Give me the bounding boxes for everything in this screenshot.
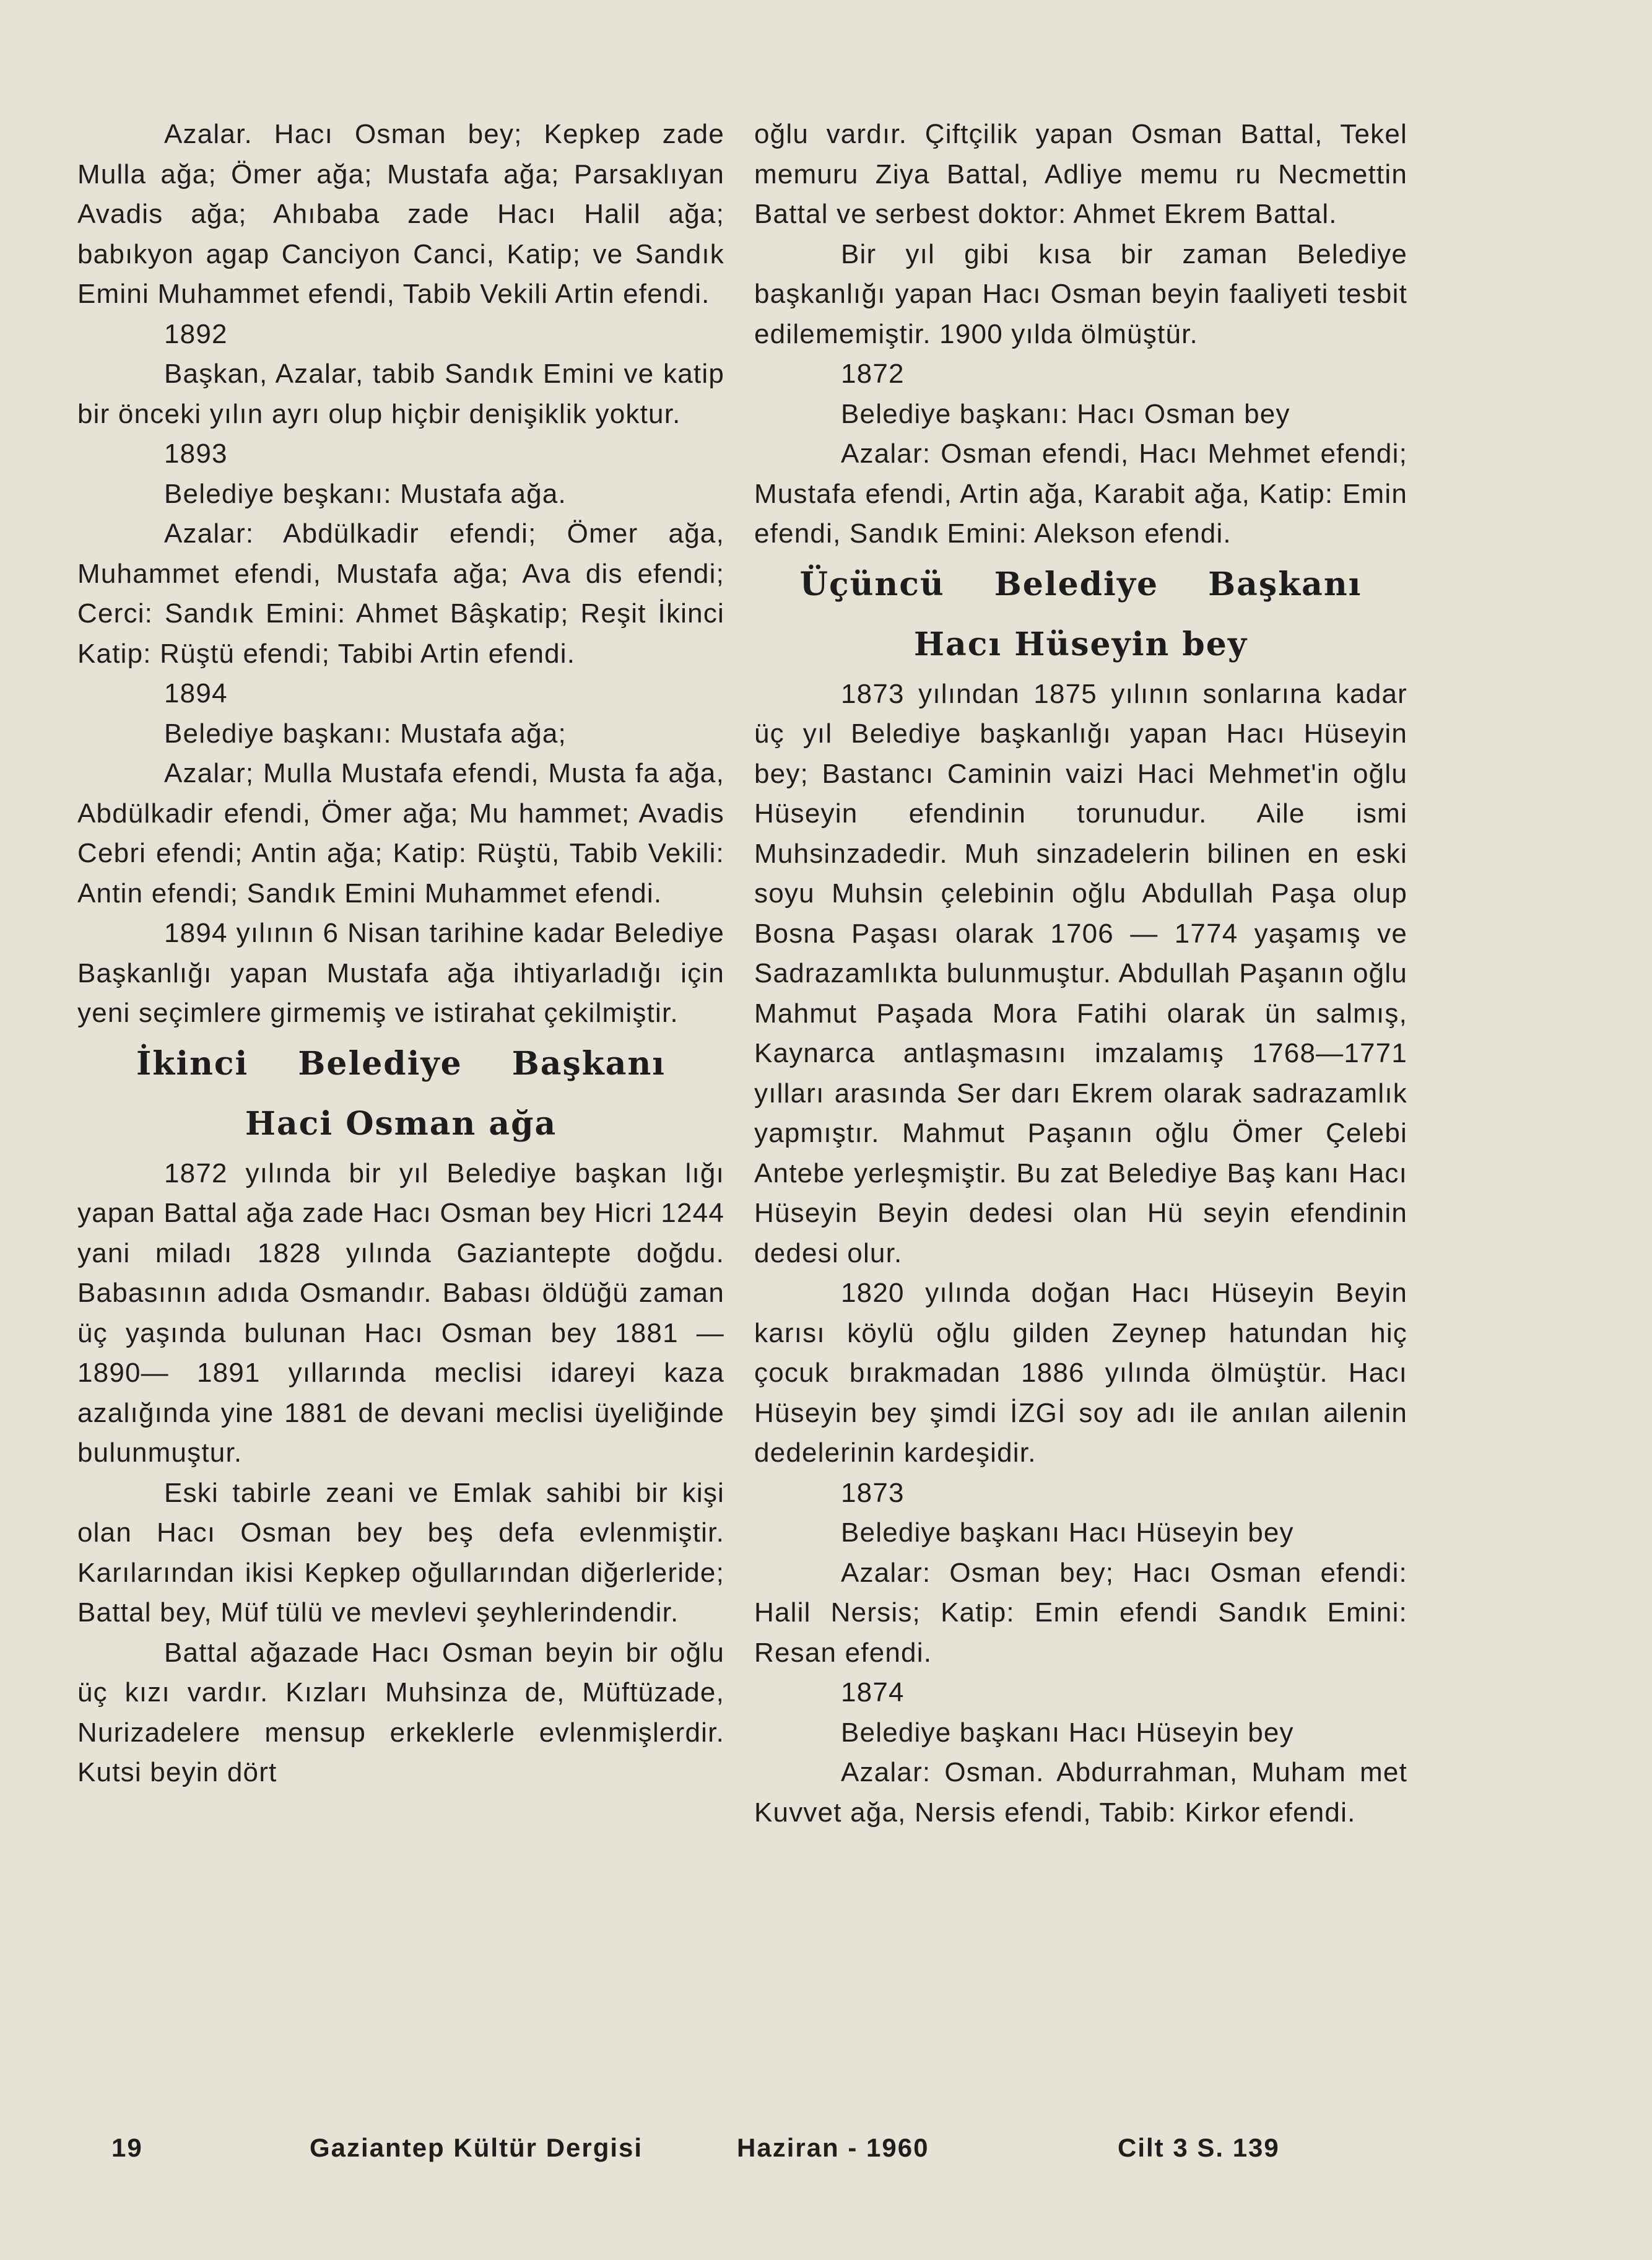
mayor-1874-line: Belediye başkanı Hacı Hüseyin bey — [841, 1717, 1294, 1748]
council-1892-paragraph: Başkan, Azalar, tabib Sandık Emini ve katip bir önceki yılın ayrı olup hiçbir denişiklik yoktur. — [77, 359, 724, 429]
year-1892: 1892 — [164, 318, 228, 349]
retirement-paragraph: 1894 yılının 6 Nisan tarihine kadar Belediye Başkanlığı yapan Mustafa ağa ihtiyarladığı için yeni seçimlere girmemiş ve istirahat çekilmiştir. — [77, 918, 724, 1028]
third-mayor-name-heading: Hacı Hüseyin bey — [913, 625, 1248, 663]
page-number: 19 — [111, 2133, 143, 2162]
members-1894-paragraph: Azalar; Mulla Mustafa efendi, Musta fa ağa, Abdülkadir efendi, Ömer ağa; Mu hammet; Avadis Cebri efendi; Antin ağa; Katip: Rüştü, Tabib Vekili: Antin efendi; Sandık Emini Muhammet efendi. — [77, 758, 724, 909]
members-1872-paragraph: Azalar: Osman efendi, Hacı Mehmet efendi; Mustafa efendi, Artin ağa, Karabit ağa, Katip: Emin efendi, Sandık Emini: Alekson efendi. — [754, 438, 1407, 549]
mayor-1872-line: Belediye başkanı: Hacı Osman bey — [841, 398, 1290, 429]
osman-marriages-paragraph: Eski tabirle zeani ve Emlak sahibi bir kişi olan Hacı Osman bey beş defa evlenmiştir. Karılarından ikisi Kepkep oğullarından diğerleride; Battal bey, Müf tülü ve mevlevi şeyhlerindendir. — [77, 1477, 724, 1628]
year-1874: 1874 — [841, 1677, 905, 1708]
huseyin-family-paragraph: 1820 yılında doğan Hacı Hüseyin Beyin karısı köylü oğlu gilden Zeynep hatundan hiç çocuk bırakmadan 1886 yılında ölmüştür. Hacı Hüseyin bey şimdi İZGİ soy adı ile anılan ailenin dedelerinin kardeşidir. — [754, 1278, 1407, 1468]
year-1894: 1894 — [164, 678, 228, 709]
osman-biography-paragraph: 1872 yılında bir yıl Belediye başkan lığı yapan Battal ağa zade Hacı Osman bey Hicri 1244 yani miladı 1828 yılında Gaziantepte doğdu. Babasının adıda Osmandır. Babası öldüğü zaman üç yaşında bulunan Hacı Osman bey 1881 — 1890— 1891 yıllarında meclisi idareyi kaza azalığında yine 1881 de devani meclisi üyeliğinde bulunmuştur. — [77, 1158, 724, 1468]
second-mayor-name-heading: Haci Osman ağa — [245, 1104, 557, 1143]
mayor-1873-line: Belediye başkanı Hacı Hüseyin bey — [841, 1517, 1294, 1548]
osman-tenure-paragraph: Bir yıl gibi kısa bir zaman Belediye başkanlığı yapan Hacı Osman beyin faaliyeti tesbit edilememiştir. 1900 yılda ölmüştür. — [754, 238, 1407, 349]
right-column — [754, 115, 1407, 1833]
year-1873: 1873 — [841, 1477, 905, 1508]
huseyin-biography-paragraph: 1873 yılından 1875 yılının sonlarına kadar üç yıl Belediye başkanlığı yapan Hacı Hüseyin bey; Bastancı Caminin vaizi Haci Mehmet'in oğlu Hüseyin efendinin torunudur. Aile ismi Muhsinzadedir. Muh sinzadelerin bilinen en eski soyu Muhsin çelebinin oğlu Abdullah Paşa olup Bosna Paşası olarak 1706 — 1774 yaşamış ve Sadrazamlıkta bulunmuştur. Abdullah Paşanın oğlu Mahmut Paşada Mora Fatihi olarak ün salmış, Kaynarca antlaşmasını imzalamış 1768—1771 yılları arasında Ser darı Ekrem olarak sadrazamlık yapmıştır. Mahmut Paşanın oğlu Ömer Çelebi Antebe yerleşmiştir. Bu zat Belediye Baş kanı Hacı Hüseyin Beyin dedesi olan Hü seyin efendinin dedesi olur. — [754, 678, 1407, 1268]
members-1891-paragraph: Azalar. Hacı Osman bey; Kepkep zade Mulla ağa; Ömer ağa; Mustafa ağa; Parsaklıyan Avadis ağa; Ahıbaba zade Hacı Halil ağa; babıkyon agap Canciyon Canci, Katip; ve Sandık Emini Muhammet efendi, Tabib Vekili Artin efendi. — [77, 119, 724, 309]
second-mayor-heading: İkinci Belediye Başkanı — [136, 1044, 666, 1083]
members-1873-paragraph: Azalar: Osman bey; Hacı Osman efendi: Halil Nersis; Katip: Emin efendi Sandık Emini: Resan efendi. — [754, 1557, 1407, 1668]
volume-issue: Cilt 3 S. 139 — [1118, 2133, 1280, 2162]
page-footer — [77, 2133, 1409, 2170]
journal-title: Gaziantep Kültür Dergisi — [310, 2133, 643, 2162]
year-1872: 1872 — [841, 359, 905, 389]
mayor-1893-line: Belediye beşkanı: Mustafa ağa. — [164, 478, 567, 509]
osman-sons-paragraph: oğlu vardır. Çiftçilik yapan Osman Battal, Tekel memuru Ziya Battal, Adliye memu ru Necmettin Battal ve serbest doktor: Ahmet Ekrem Battal. — [754, 119, 1407, 229]
members-1893-paragraph: Azalar: Abdülkadir efendi; Ömer ağa, Muhammet efendi, Mustafa ağa; Ava dis efendi; Cerci: Sandık Emini: Ahmet Bâşkatip; Reşit İkinci Katip: Rüştü efendi; Tabibi Artin efendi. — [77, 518, 724, 669]
members-1874-paragraph: Azalar: Osman. Abdurrahman, Muham met Kuvvet ağa, Nersis efendi, Tabib: Kirkor efendi. — [754, 1757, 1407, 1828]
mayor-1894-line: Belediye başkanı: Mustafa ağa; — [164, 718, 567, 749]
issue-date: Haziran - 1960 — [737, 2133, 929, 2162]
year-1893: 1893 — [164, 438, 228, 469]
osman-children-paragraph: Battal ağazade Hacı Osman beyin bir oğlu üç kızı vardır. Kızları Muhsinza de, Müftüzade, Nurizadelere mensup erkeklerle evlenmişlerdir. Kutsi beyin dört — [77, 1637, 724, 1787]
third-mayor-heading: Üçüncü Belediye Başkanı — [799, 565, 1362, 603]
left-column — [77, 115, 724, 1793]
